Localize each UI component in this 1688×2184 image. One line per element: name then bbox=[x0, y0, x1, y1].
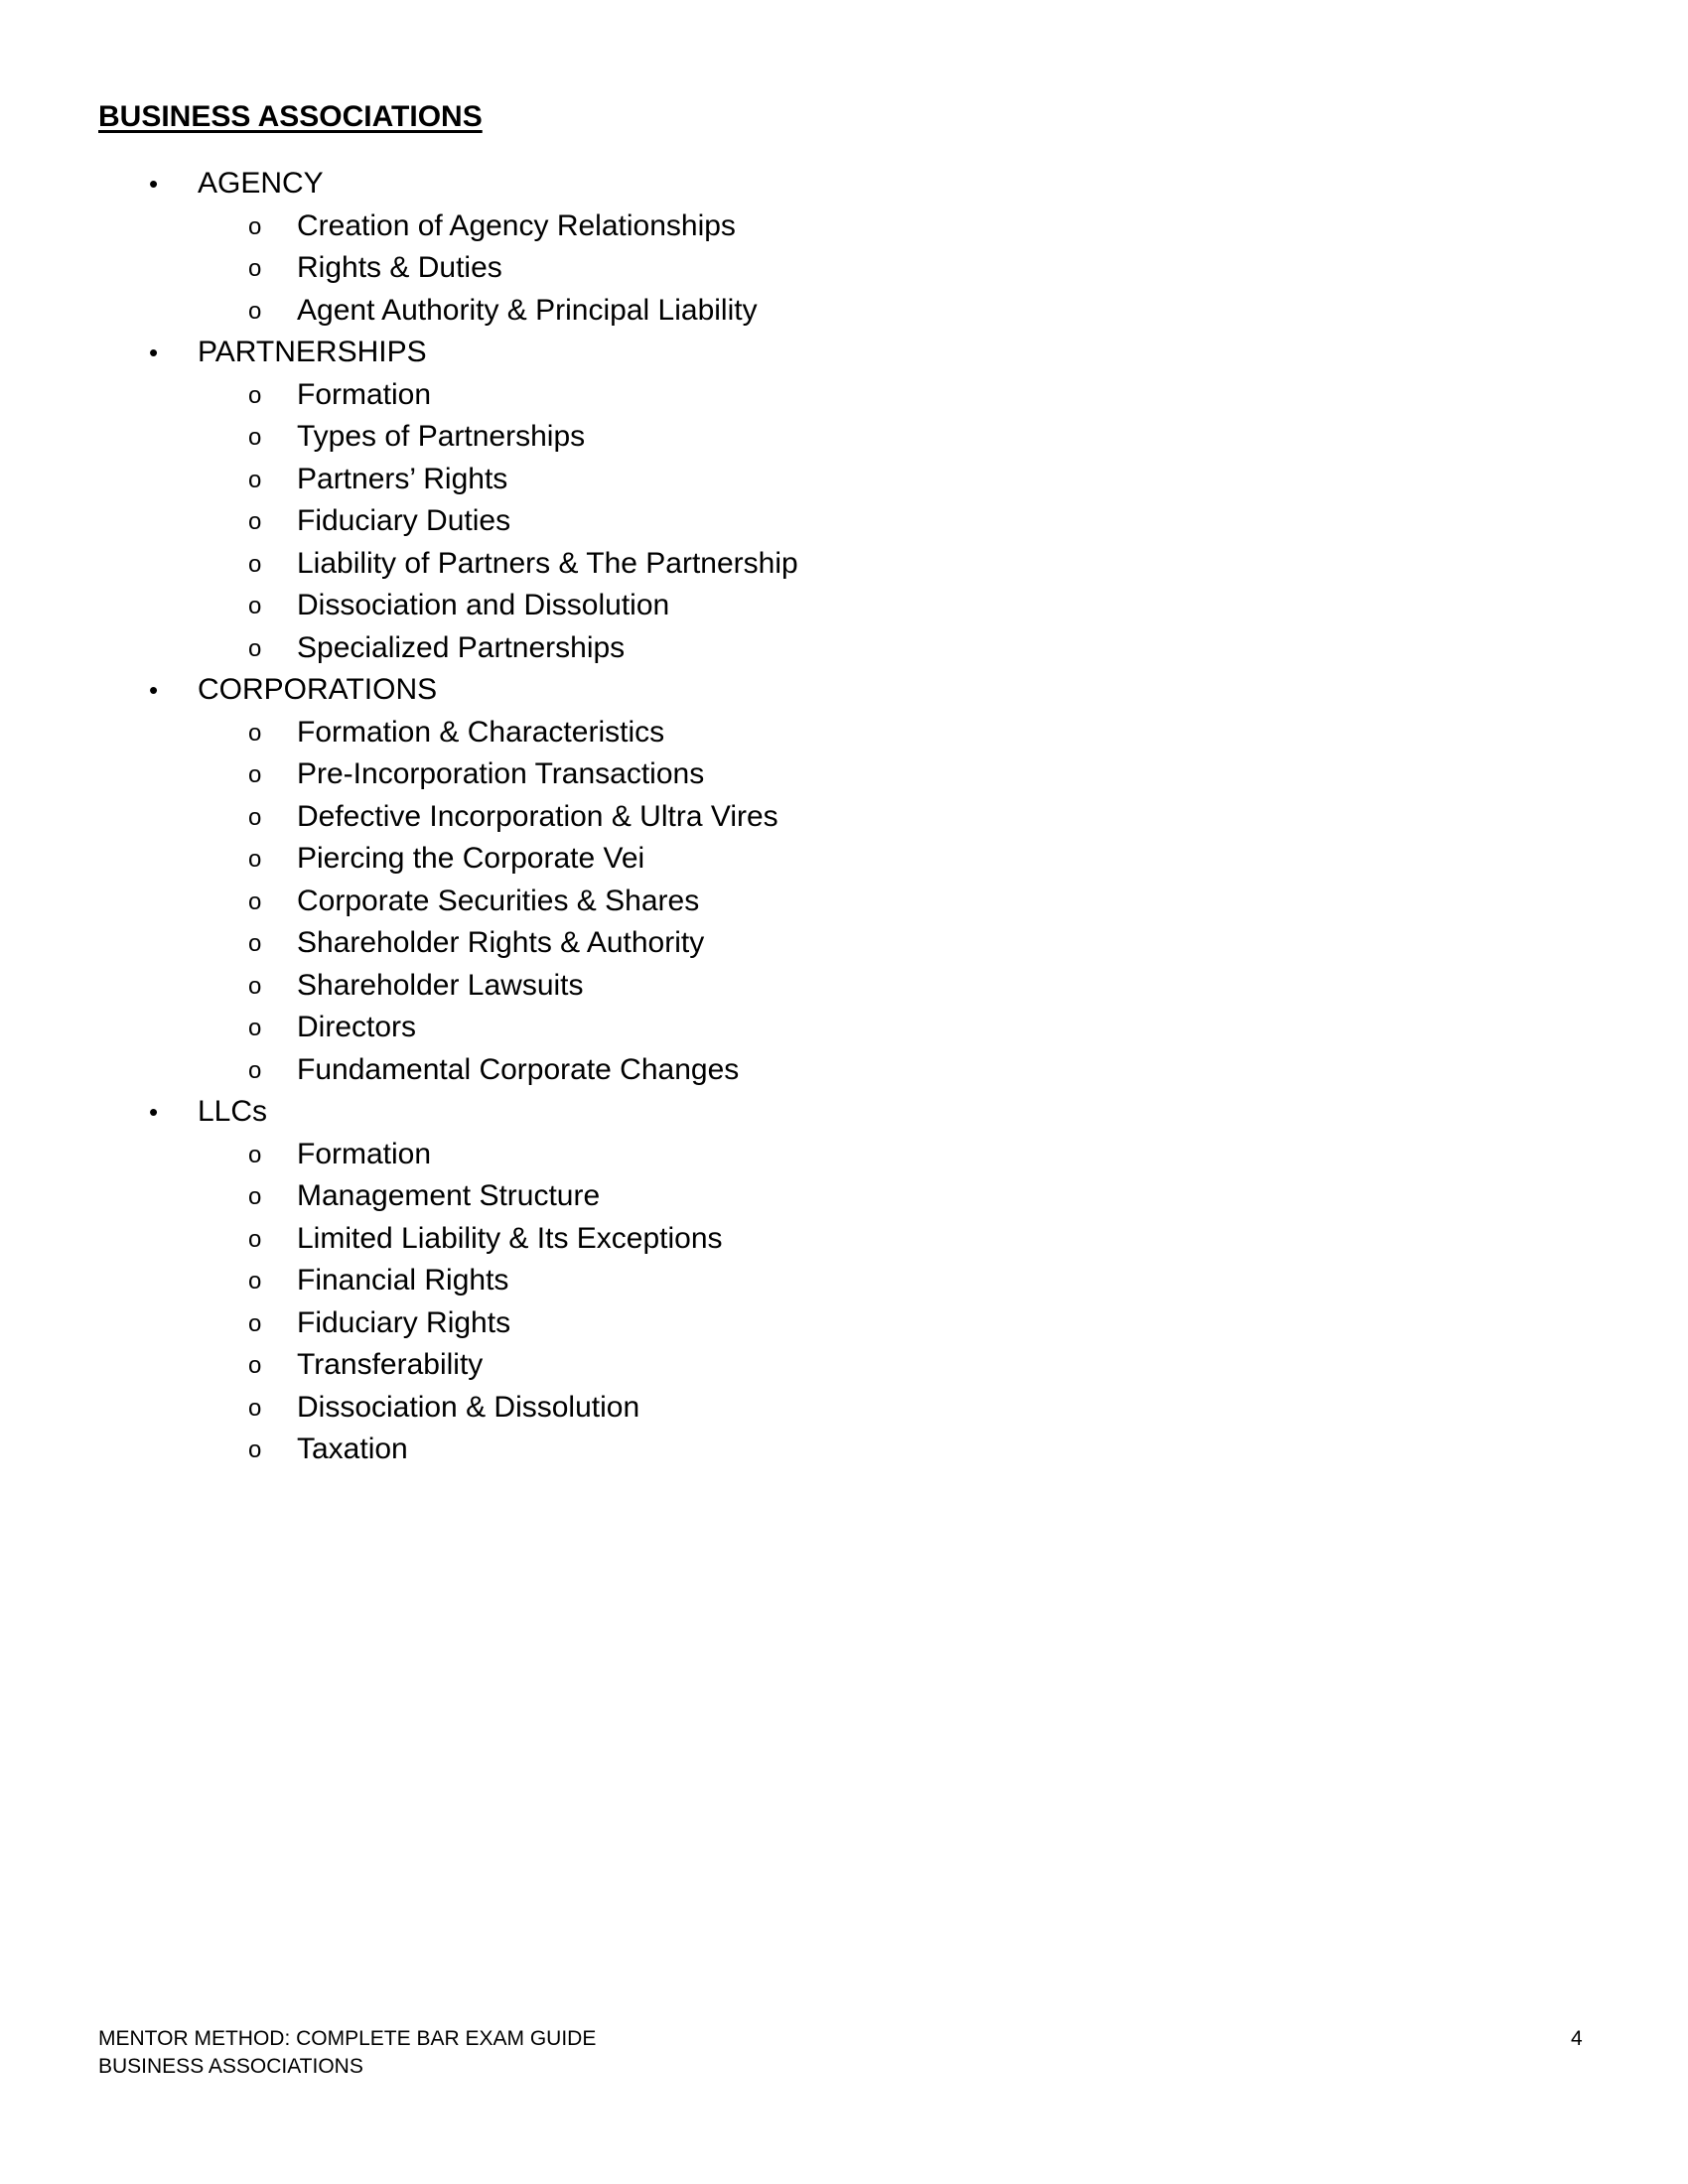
list-item-label: Shareholder Lawsuits bbox=[297, 968, 584, 1002]
page-heading: BUSINESS ASSOCIATIONS bbox=[98, 100, 483, 133]
list-item-label: Agent Authority & Principal Liability bbox=[297, 293, 758, 327]
circle-bullet-icon: o bbox=[248, 550, 262, 578]
list-item-label: Rights & Duties bbox=[297, 251, 502, 284]
footer-section-title: BUSINESS ASSOCIATIONS bbox=[98, 2055, 363, 2078]
list-item-label: Pre-Incorporation Transactions bbox=[297, 757, 705, 790]
circle-bullet-icon: o bbox=[248, 1225, 262, 1253]
section-label: AGENCY bbox=[198, 167, 324, 200]
circle-bullet-icon: o bbox=[248, 212, 262, 240]
circle-bullet-icon: o bbox=[248, 593, 262, 619]
circle-bullet-icon: o bbox=[248, 803, 262, 831]
list-item-label: Fiduciary Rights bbox=[297, 1305, 511, 1339]
list-item-label: Shareholder Rights & Authority bbox=[297, 926, 705, 959]
footer-guide-title: MENTOR METHOD: COMPLETE BAR EXAM GUIDE bbox=[98, 2027, 597, 2050]
list-item-label: Dissociation & Dissolution bbox=[297, 1390, 640, 1424]
circle-bullet-icon: o bbox=[248, 297, 262, 325]
circle-bullet-icon: o bbox=[248, 1056, 262, 1084]
bullet-icon: • bbox=[149, 1097, 159, 1127]
bullet-icon: • bbox=[149, 338, 159, 367]
list-item-label: Limited Liability & Its Exceptions bbox=[297, 1221, 723, 1255]
circle-bullet-icon: o bbox=[248, 719, 262, 747]
bullet-icon: • bbox=[149, 169, 159, 199]
list-item-label: Management Structure bbox=[297, 1179, 601, 1212]
list-item-label: Piercing the Corporate Vei bbox=[297, 842, 645, 875]
page-number: 4 bbox=[1571, 2027, 1583, 2050]
circle-bullet-icon: o bbox=[248, 634, 262, 662]
list-item-label: Financial Rights bbox=[297, 1264, 509, 1297]
bullet-icon: • bbox=[149, 675, 159, 705]
list-item-label: Partners’ Rights bbox=[297, 462, 508, 495]
circle-bullet-icon: o bbox=[248, 1015, 262, 1041]
circle-bullet-icon: o bbox=[248, 887, 262, 915]
circle-bullet-icon: o bbox=[248, 381, 262, 409]
circle-bullet-icon: o bbox=[248, 255, 262, 282]
list-item-label: Liability of Partners & The Partnership bbox=[297, 546, 798, 580]
list-item-label: Taxation bbox=[297, 1433, 408, 1465]
list-item-label: Formation & Characteristics bbox=[297, 715, 665, 749]
circle-bullet-icon: o bbox=[248, 1436, 262, 1463]
list-item-label: Dissociation and Dissolution bbox=[297, 589, 670, 621]
circle-bullet-icon: o bbox=[248, 846, 262, 873]
circle-bullet-icon: o bbox=[248, 1141, 262, 1168]
section-label: LLCs bbox=[198, 1095, 268, 1128]
circle-bullet-icon: o bbox=[248, 1183, 262, 1210]
list-item-label: Formation bbox=[297, 1137, 432, 1170]
list-item-label: Fundamental Corporate Changes bbox=[297, 1052, 740, 1086]
circle-bullet-icon: o bbox=[248, 508, 262, 535]
list-item-label: Types of Partnerships bbox=[297, 420, 586, 453]
list-item-label: Creation of Agency Relationships bbox=[297, 208, 736, 242]
circle-bullet-icon: o bbox=[248, 761, 262, 788]
section-label: CORPORATIONS bbox=[198, 673, 438, 706]
circle-bullet-icon: o bbox=[248, 1352, 262, 1379]
page-footer bbox=[98, 2025, 596, 2081]
circle-bullet-icon: o bbox=[248, 466, 262, 493]
circle-bullet-icon: o bbox=[248, 930, 262, 957]
list-item-label: Fiduciary Duties bbox=[297, 504, 511, 537]
circle-bullet-icon: o bbox=[248, 972, 262, 1000]
list-item-label: Directors bbox=[297, 1011, 417, 1043]
list-item-label: Specialized Partnerships bbox=[297, 630, 626, 664]
circle-bullet-icon: o bbox=[248, 1394, 262, 1422]
section-label: PARTNERSHIPS bbox=[198, 336, 427, 368]
circle-bullet-icon: o bbox=[248, 1309, 262, 1337]
list-item-label: Transferability bbox=[297, 1348, 484, 1381]
circle-bullet-icon: o bbox=[248, 1268, 262, 1295]
circle-bullet-icon: o bbox=[248, 424, 262, 451]
list-item-label: Corporate Securities & Shares bbox=[297, 884, 700, 917]
list-item-label: Defective Incorporation & Ultra Vires bbox=[297, 799, 778, 833]
list-item-label: Formation bbox=[297, 377, 432, 411]
